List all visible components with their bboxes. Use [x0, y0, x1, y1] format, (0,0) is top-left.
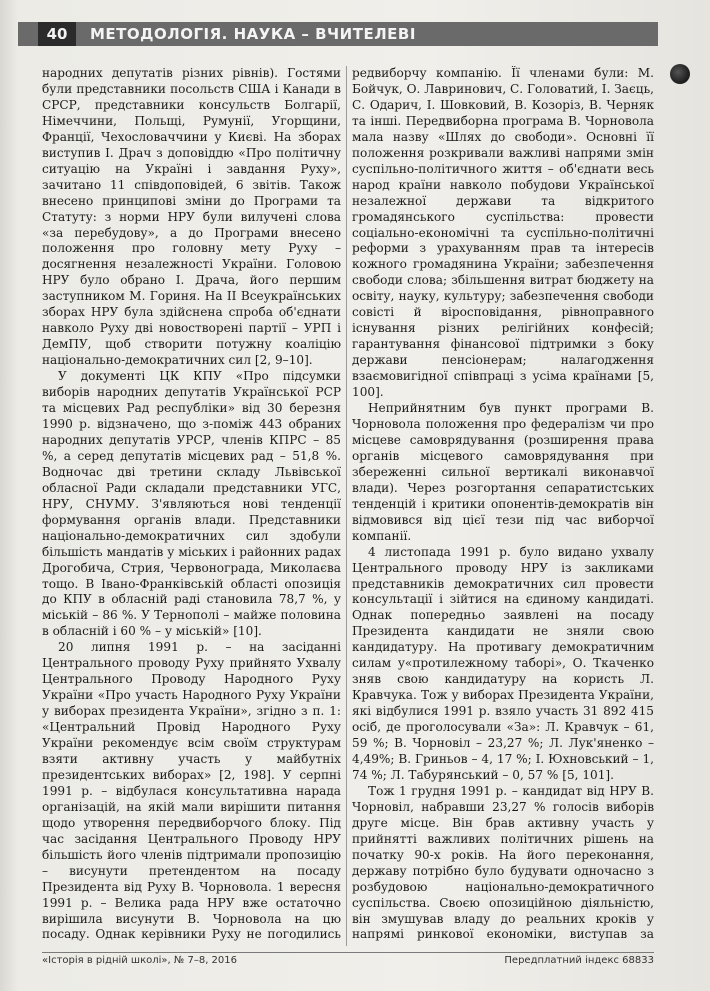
- right-paragraph-1: редвиборчу компанію. Її членами були: М. Бойчук, О. Лавринович, С. Головатий, І. Заєць, С. Одарич, І. Шовковий, В. Козоріз, В. Черняк та інші. Передвиборна програма В. Чорновола мала назву «Шлях до свободи». Основні її положення розкривали важливі напрями змін суспільно-політичного життя – об'єднати весь народ країни навколо побудови Української незалежної держави та відкритого громадянського суспільства: провести соціально-економічні та суспільно-політичні реформи з урахуванням прав та інтересів кожного громадянина України; забезпечення свободи слова; збільшення витрат бюджету на освіту, науку, культуру; забезпечення свободи совісті й віросповідання, рівноправного існування різних релігійних конфесій; гарантування фінансової підтримки з боку держави пенсіонерам; налагодження взаємовигідної співпраці з усіма країнами [5, 100].: [352, 66, 654, 400]
- left-column: [42, 66, 341, 944]
- right-paragraph-4: Тож 1 грудня 1991 р. – кандидат від НРУ В. Чорновіл, набравши 23,27 % голосів виборів друге місце. Він брав активну участь у прийнятті важливих політичних рішень на початку 90-х років. На його переконання, державу потрібно було будувати одночасно з розбудовою національно-демократичного суспільства. Своєю опозиційною діяльністю, він змушував владу до реальних кроків у напрямі ринкової економіки, виступав за: [352, 783, 654, 942]
- right-paragraph-3: 4 листопада 1991 р. було видано ухвалу Центрального проводу НРУ із закликами представників демократичних сил провести консультації і зійтися на єдиному кандидаті. Однак попередньо заявлені на посаду Президента кандидати не зняли свою кандидатуру. На противагу демократичним силам у«протилежному таборі», О. Ткаченко зняв свою кандидатуру на користь Л. Кравчука. Тож у виборах Президента України, які відбулися 1991 р. взяло участь 31 892 415 осіб, де проголосували «За»: Л. Кравчук – 61, 59 %; В. Чорновіл – 23,27 %; Л. Лук'яненко – 4,49%; В. Гриньов – 4, 17 %; І. Юхновський – 1, 74 %; Л. Табурянський – 0, 57 % [5, 101].: [352, 544, 654, 782]
- footer-rule: [42, 952, 654, 953]
- column-divider: [346, 66, 347, 946]
- left-paragraph-2: У документі ЦК КПУ «Про підсумки виборів народних депутатів Української РСР та місцевих Рад республіки» від 30 березня 1990 р. відзначено, що з-поміж 443 обраних народних депутатів УРСР, членів КПРС – 85 %, а серед депутатів місцевих рад – 51,8 %. Водночас дві третини складу Львівської обласної Ради складали представники УГС, НРУ, СНУМУ. З'являються нові тенденції формування органів влади. Представники національно-демократичних сил здобули більшість мандатів у міських і районних радах Дрогобича, Стрия, Червонограда, Миколаєва тощо. В Івано-Франківській області опозиція до КПУ в обласній раді становила 78,7 %, у міській – 86 %. У Тернополі – майже половина в обласній і 60 % – у міській» [10].: [42, 369, 341, 639]
- left-paragraph-3: 20 липня 1991 р. – на засіданні Центрального проводу Руху прийнято Ухвалу Центрального Проводу Народного Руху України «Про участь Народного Руху України у виборах президента України», згідно з п. 1: «Центральний Провід Народного Руху України рекомендує всім своїм структурам взяти активну участь у майбутніх президентських виборах» [2, 198]. У серпні 1991 р. – відбулася консультативна нарада організацій, на якій мали вирішити питання щодо утворення передвиборчого блоку. Під час засідання Центрального Проводу НРУ більшість його членів підтримали пропозицію – висунути претендентом на посаду Президента від Руху В. Чорновола. 1 вересня 1991 р. – Велика рада НРУ вже остаточно вирішила висунути В. Чорновола на цю посаду. Однак керівники Руху не погодились: [42, 640, 341, 942]
- right-column: [352, 66, 654, 944]
- binder-hole: [670, 64, 690, 84]
- page-number: 40: [38, 22, 76, 46]
- right-paragraph-2: Неприйнятним був пункт програми В. Чорновола положення про федералізм чи про місцеве самоврядування (розширення права органів місцевого самоврядування при збереженні сильної вертикалі виконавчої влади). Через розгортання сепаратистських тенденцій і критики опонентів-демократів він відмовився від цієї тези під час виборчої компанії.: [352, 401, 654, 543]
- section-title: МЕТОДОЛОГІЯ. НАУКА – ВЧИТЕЛЕВІ: [90, 25, 416, 43]
- footer-subscription-index: Передплатний індекс 68833: [504, 955, 654, 966]
- footer-journal-citation: «Історія в рідній школі», № 7–8, 2016: [42, 955, 237, 966]
- left-paragraph-1: народних депутатів різних рівнів). Гостями були представники посольств США і Канади в СРСР, представники консульств Болгарії, Німеччини, Польщі, Румунії, Угорщини, Франції, Чехословаччини у Києві. На зборах виступив І. Драч з доповіддю «Про політичну ситуацію на Україні і завдання Руху», зачитано 11 співдоповідей, 6 звітів. Також внесено принципові зміни до Програми та Статуту: з норми НРУ були вилучені слова «за перебудову», а до Програми внесено положення про головну мету Руху – досягнення незалежності України. Головою НРУ було обрано І. Драча, його першим заступником М. Гориня. На II Всеукраїнських зборах НРУ була здійснена спроба об'єднати навколо Руху дві новостворені партії – УРП і ДемПУ, щоб створити потужну коаліцію національно-демократичних сил [2, 9–10].: [42, 66, 341, 368]
